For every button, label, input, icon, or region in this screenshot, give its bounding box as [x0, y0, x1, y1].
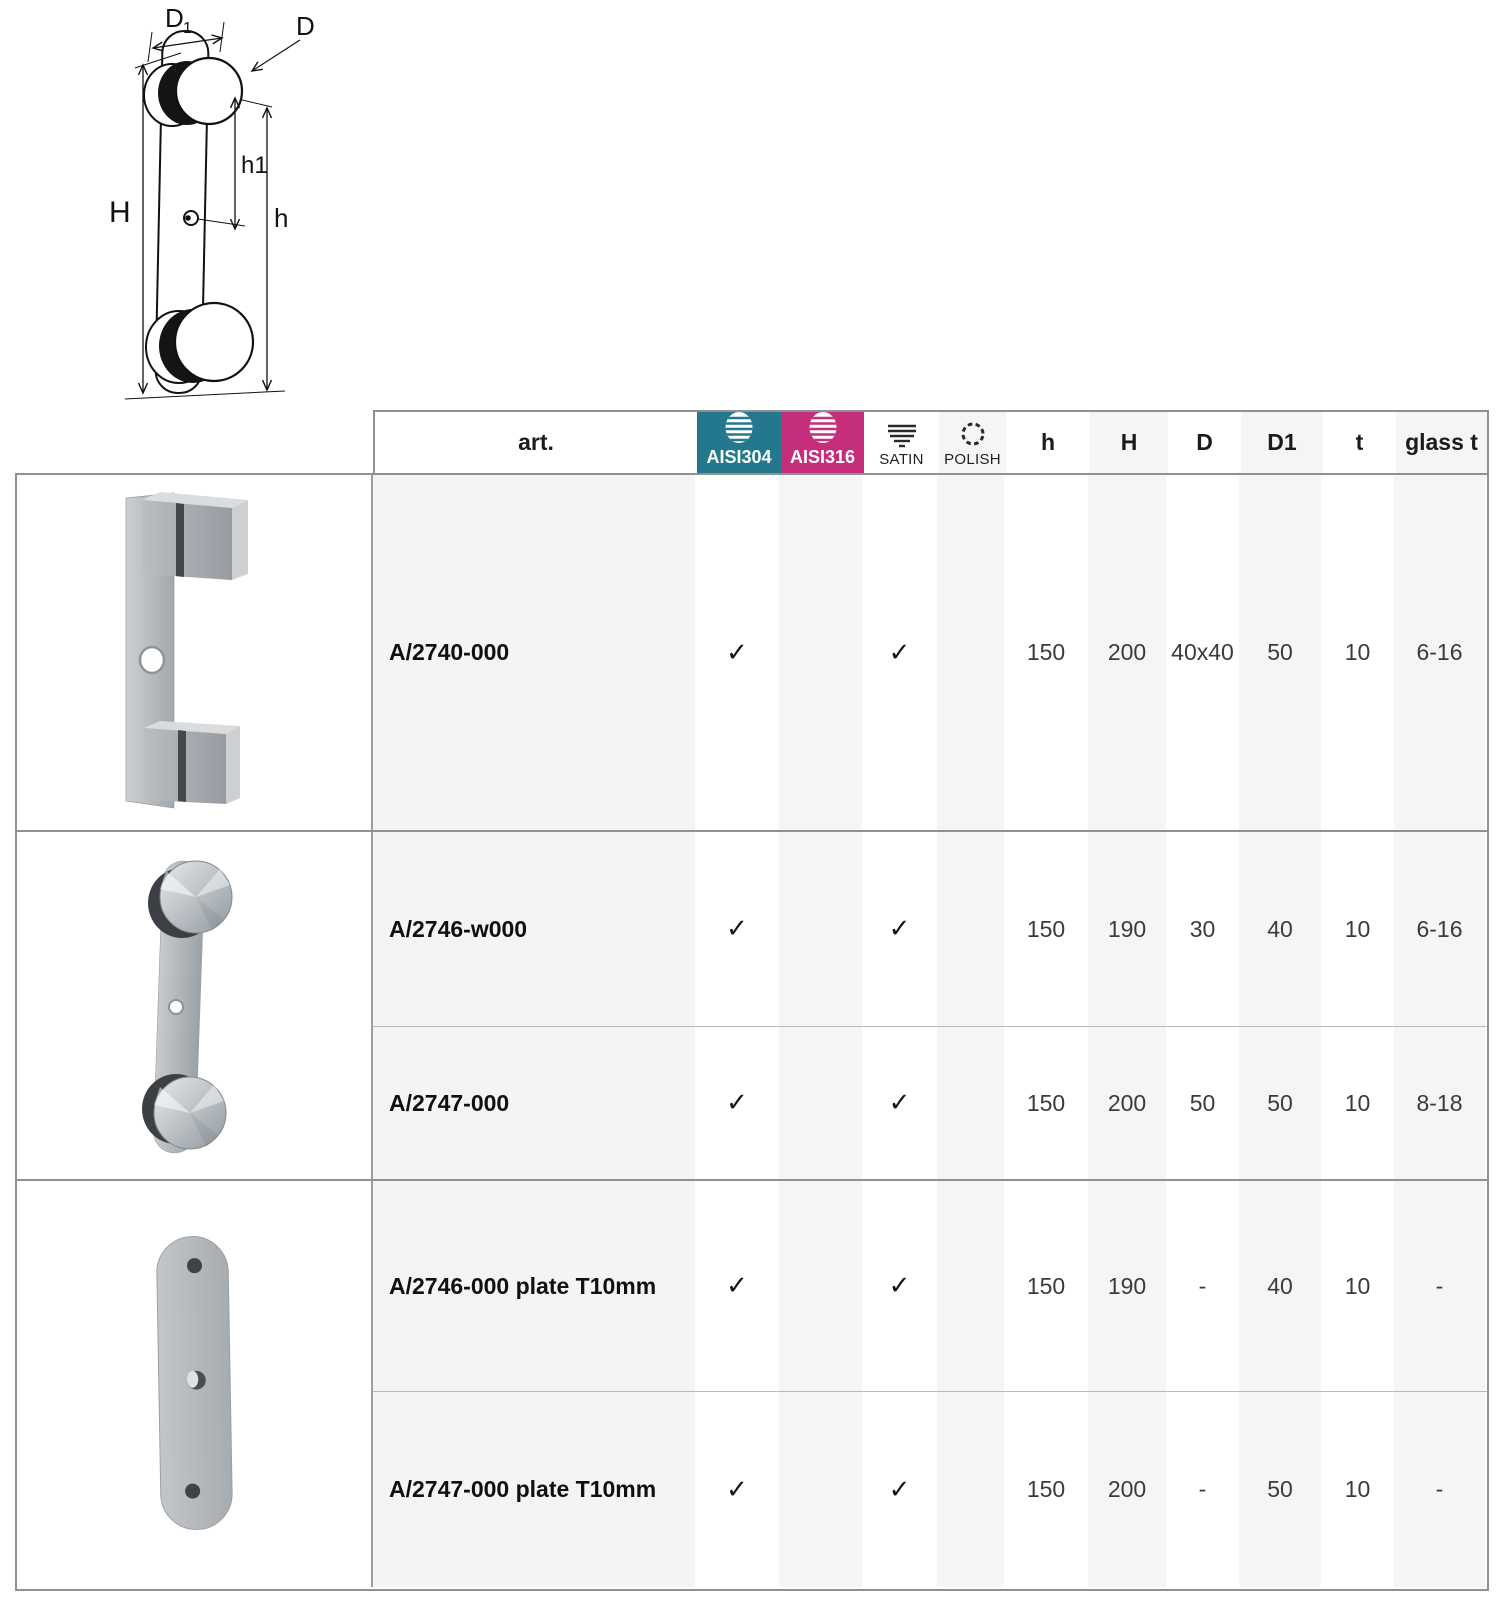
column-header-D — [1168, 412, 1241, 473]
cell-aisi304-check: ✓ — [695, 1392, 779, 1587]
column-header-D1 — [1241, 412, 1323, 473]
cell-satin-check: ✓ — [862, 1181, 937, 1391]
cell-aisi316-check — [779, 1392, 862, 1587]
cell-t: 10 — [1321, 1181, 1394, 1391]
table-body — [15, 473, 1489, 1591]
polish-finish-icon — [959, 420, 987, 448]
cell-aisi316-check — [779, 1027, 862, 1179]
column-header-polish — [939, 412, 1006, 473]
cell-h: 150 — [1004, 832, 1088, 1026]
product-group-oval-plate — [17, 1179, 1487, 1587]
cell-polish-check — [937, 1027, 1004, 1179]
cell-art: A/2740-000 — [373, 475, 695, 830]
column-header-aisi316 — [781, 412, 864, 473]
satin-finish-icon — [885, 423, 919, 448]
column-header-aisi304-label: AISI304 — [706, 447, 772, 467]
column-header-t — [1323, 412, 1396, 473]
cell-t: 10 — [1321, 475, 1394, 830]
column-header-glass-t-label: glass t — [1405, 429, 1478, 455]
column-header-t-label: t — [1355, 429, 1364, 455]
cell-h: 150 — [1004, 1392, 1088, 1587]
oval-plate-image — [138, 1229, 251, 1539]
column-header-D-label: D — [1196, 429, 1213, 455]
cell-glass-t: - — [1394, 1392, 1485, 1587]
column-header-polish-label: POLISH — [944, 451, 1001, 468]
cell-H: 190 — [1088, 832, 1166, 1026]
cell-h: 150 — [1004, 1027, 1088, 1179]
cell-aisi304-check: ✓ — [695, 1027, 779, 1179]
cell-H: 200 — [1088, 475, 1166, 830]
cell-aisi316-check — [779, 475, 862, 830]
aisi304-steel-icon — [724, 411, 754, 444]
column-header-h-label: h — [1040, 429, 1056, 455]
cell-H: 200 — [1088, 1392, 1166, 1587]
cell-satin-check: ✓ — [862, 832, 937, 1026]
table-row — [373, 832, 1487, 1026]
column-header-glass-t — [1396, 412, 1487, 473]
product-table — [15, 410, 1489, 1591]
cell-satin-check: ✓ — [862, 1027, 937, 1179]
product-group-round-knob — [17, 830, 1487, 1179]
cell-aisi304-check: ✓ — [695, 1181, 779, 1391]
cell-D1: 40 — [1239, 1181, 1321, 1391]
cell-aisi304-check: ✓ — [695, 832, 779, 1026]
rows-column — [373, 1181, 1487, 1587]
cell-D: 30 — [1166, 832, 1239, 1026]
column-header-art-label: art. — [518, 429, 554, 455]
cell-polish-check — [937, 832, 1004, 1026]
cell-art: A/2746-w000 — [373, 832, 695, 1026]
cell-aisi316-check — [779, 832, 862, 1026]
cell-t: 10 — [1321, 832, 1394, 1026]
cell-D1: 40 — [1239, 832, 1321, 1026]
cell-t: 10 — [1321, 1392, 1394, 1587]
cell-satin-check: ✓ — [862, 1392, 937, 1587]
column-header-aisi304 — [697, 412, 781, 473]
table-row — [373, 1026, 1487, 1179]
cell-polish-check — [937, 1392, 1004, 1587]
table-row — [373, 1181, 1487, 1391]
column-header-satin-label: SATIN — [879, 451, 924, 468]
cell-satin-check: ✓ — [862, 475, 937, 830]
cell-D1: 50 — [1239, 1027, 1321, 1179]
cell-glass-t: 6-16 — [1394, 832, 1485, 1026]
dim-label-d: D — [296, 11, 315, 41]
rows-column — [373, 832, 1487, 1179]
product-photo-square-knob-adapter — [17, 475, 373, 830]
table-row — [373, 475, 1487, 830]
table-header — [373, 410, 1489, 473]
product-group-square-knob — [17, 475, 1487, 830]
dim-label-h1: h1 — [241, 152, 268, 179]
dim-label-h: h — [274, 203, 289, 233]
cell-D1: 50 — [1239, 1392, 1321, 1587]
cell-art: A/2746-000 plate T10mm — [373, 1181, 695, 1391]
cell-H: 200 — [1088, 1027, 1166, 1179]
cell-art: A/2747-000 — [373, 1027, 695, 1179]
cell-art: A/2747-000 plate T10mm — [373, 1392, 695, 1587]
column-header-h — [1006, 412, 1090, 473]
cell-h: 150 — [1004, 475, 1088, 830]
product-photo-oval-plate — [17, 1181, 373, 1587]
aisi316-steel-icon — [808, 411, 838, 444]
technical-drawing — [95, 5, 350, 400]
cell-glass-t: 6-16 — [1394, 475, 1485, 830]
cell-glass-t: 8-18 — [1394, 1027, 1485, 1179]
cell-polish-check — [937, 1181, 1004, 1391]
dim-label-d1: D — [165, 5, 184, 33]
cell-aisi316-check — [779, 1181, 862, 1391]
column-header-H-label: H — [1120, 429, 1138, 455]
cell-D: - — [1166, 1392, 1239, 1587]
round-knob-adapter-image — [124, 841, 264, 1171]
cell-t: 10 — [1321, 1027, 1394, 1179]
column-header-H — [1090, 412, 1168, 473]
rows-column — [373, 475, 1487, 830]
cell-glass-t: - — [1394, 1181, 1485, 1391]
column-header-aisi316-label: AISI316 — [789, 447, 856, 467]
cell-D: - — [1166, 1181, 1239, 1391]
column-header-satin — [864, 412, 939, 473]
cell-D1: 50 — [1239, 475, 1321, 830]
cell-D: 50 — [1166, 1027, 1239, 1179]
column-header-D1-label: D1 — [1267, 429, 1297, 455]
table-row — [373, 1391, 1487, 1587]
product-photo-round-knob-adapter — [17, 832, 373, 1179]
cell-aisi304-check: ✓ — [695, 475, 779, 830]
bottom-disc — [175, 303, 253, 381]
cell-h: 150 — [1004, 1181, 1088, 1391]
top-disc — [176, 58, 242, 124]
cell-D: 40x40 — [1166, 475, 1239, 830]
dim-label-H: H — [109, 196, 131, 229]
cell-H: 190 — [1088, 1181, 1166, 1391]
cell-polish-check — [937, 475, 1004, 830]
dim-label-d1-sub: 1 — [183, 20, 192, 37]
column-header-art — [375, 412, 697, 473]
square-knob-adapter-image — [114, 488, 274, 818]
